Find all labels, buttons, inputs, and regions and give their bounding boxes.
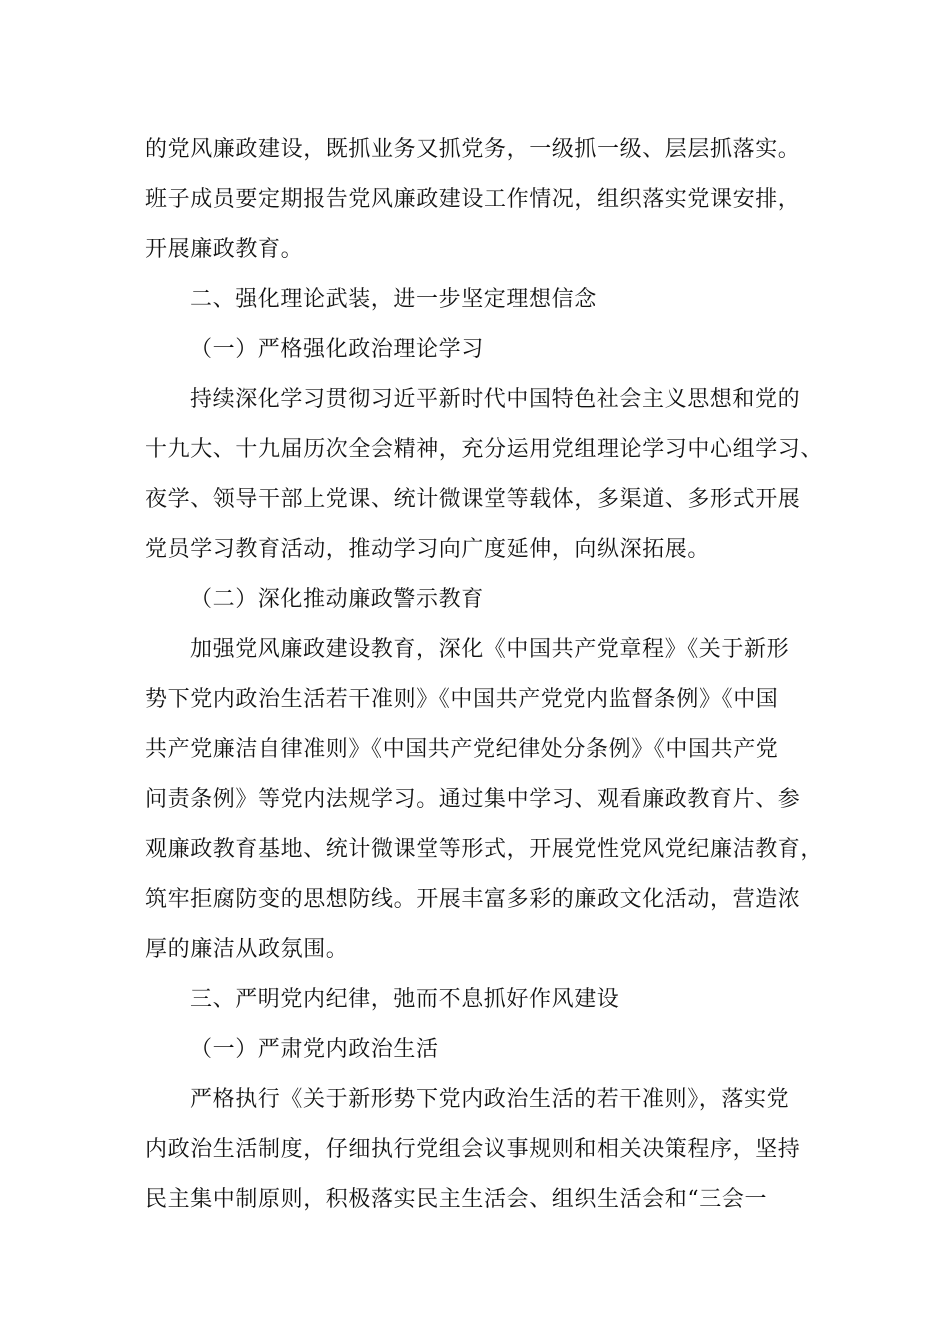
body-text-line: 观廉政教育基地、统计微课堂等形式，开展党性党风党纪廉洁教育， (145, 837, 824, 862)
body-text-line: 严格执行《关于新形势下党内政治生活的若干准则》，落实党 (190, 1087, 790, 1112)
body-text-line: 厚的廉洁从政氛围。 (145, 937, 349, 962)
body-text-line: 问责条例》等党内法规学习。通过集中学习、观看廉政教育片、参 (145, 787, 801, 812)
body-text-line: 共产党廉洁自律准则》《中国共产党纪律处分条例》《中国共产党 (145, 737, 779, 762)
body-text-line: 加强党风廉政建设教育，深化《中国共产党章程》《关于新形 (190, 637, 790, 662)
body-text-line: 筑牢拒腐防变的思想防线。开展丰富多彩的廉政文化活动，营造浓 (145, 887, 801, 912)
body-text-line: 十九大、十九届历次全会精神，充分运用党组理论学习中心组学习、 (145, 437, 824, 462)
body-text-line: 的党风廉政建设，既抓业务又抓党务，一级抓一级、层层抓落实。 (145, 137, 801, 162)
body-text-line: 持续深化学习贯彻习近平新时代中国特色社会主义思想和党的 (190, 387, 801, 412)
body-text-line: 民主集中制原则，积极落实民主生活会、组织生活会和“三会一 (145, 1187, 768, 1212)
body-text-line: 班子成员要定期报告党风廉政建设工作情况，组织落实党课安排， (145, 187, 801, 212)
body-text-line: 夜学、领导干部上党课、统计微课堂等载体，多渠道、多形式开展 (145, 487, 801, 512)
subsection-heading: （一）严肃党内政治生活 (190, 1037, 439, 1062)
body-text-line: 开展廉政教育。 (145, 237, 304, 262)
body-text-line: 党员学习教育活动，推动学习向广度延伸，向纵深拓展。 (145, 537, 711, 562)
section-heading: 三、严明党内纪律，弛而不息抓好作风建设 (190, 987, 620, 1012)
body-text-line: 势下党内政治生活若干准则》《中国共产党党内监督条例》《中国 (145, 687, 779, 712)
section-heading: 二、强化理论武装，进一步坚定理想信念 (190, 287, 597, 312)
subsection-heading: （一）严格强化政治理论学习 (190, 337, 484, 362)
body-text-line: 内政治生活制度，仔细执行党组会议事规则和相关决策程序，坚持 (145, 1137, 801, 1162)
subsection-heading: （二）深化推动廉政警示教育 (190, 587, 484, 612)
